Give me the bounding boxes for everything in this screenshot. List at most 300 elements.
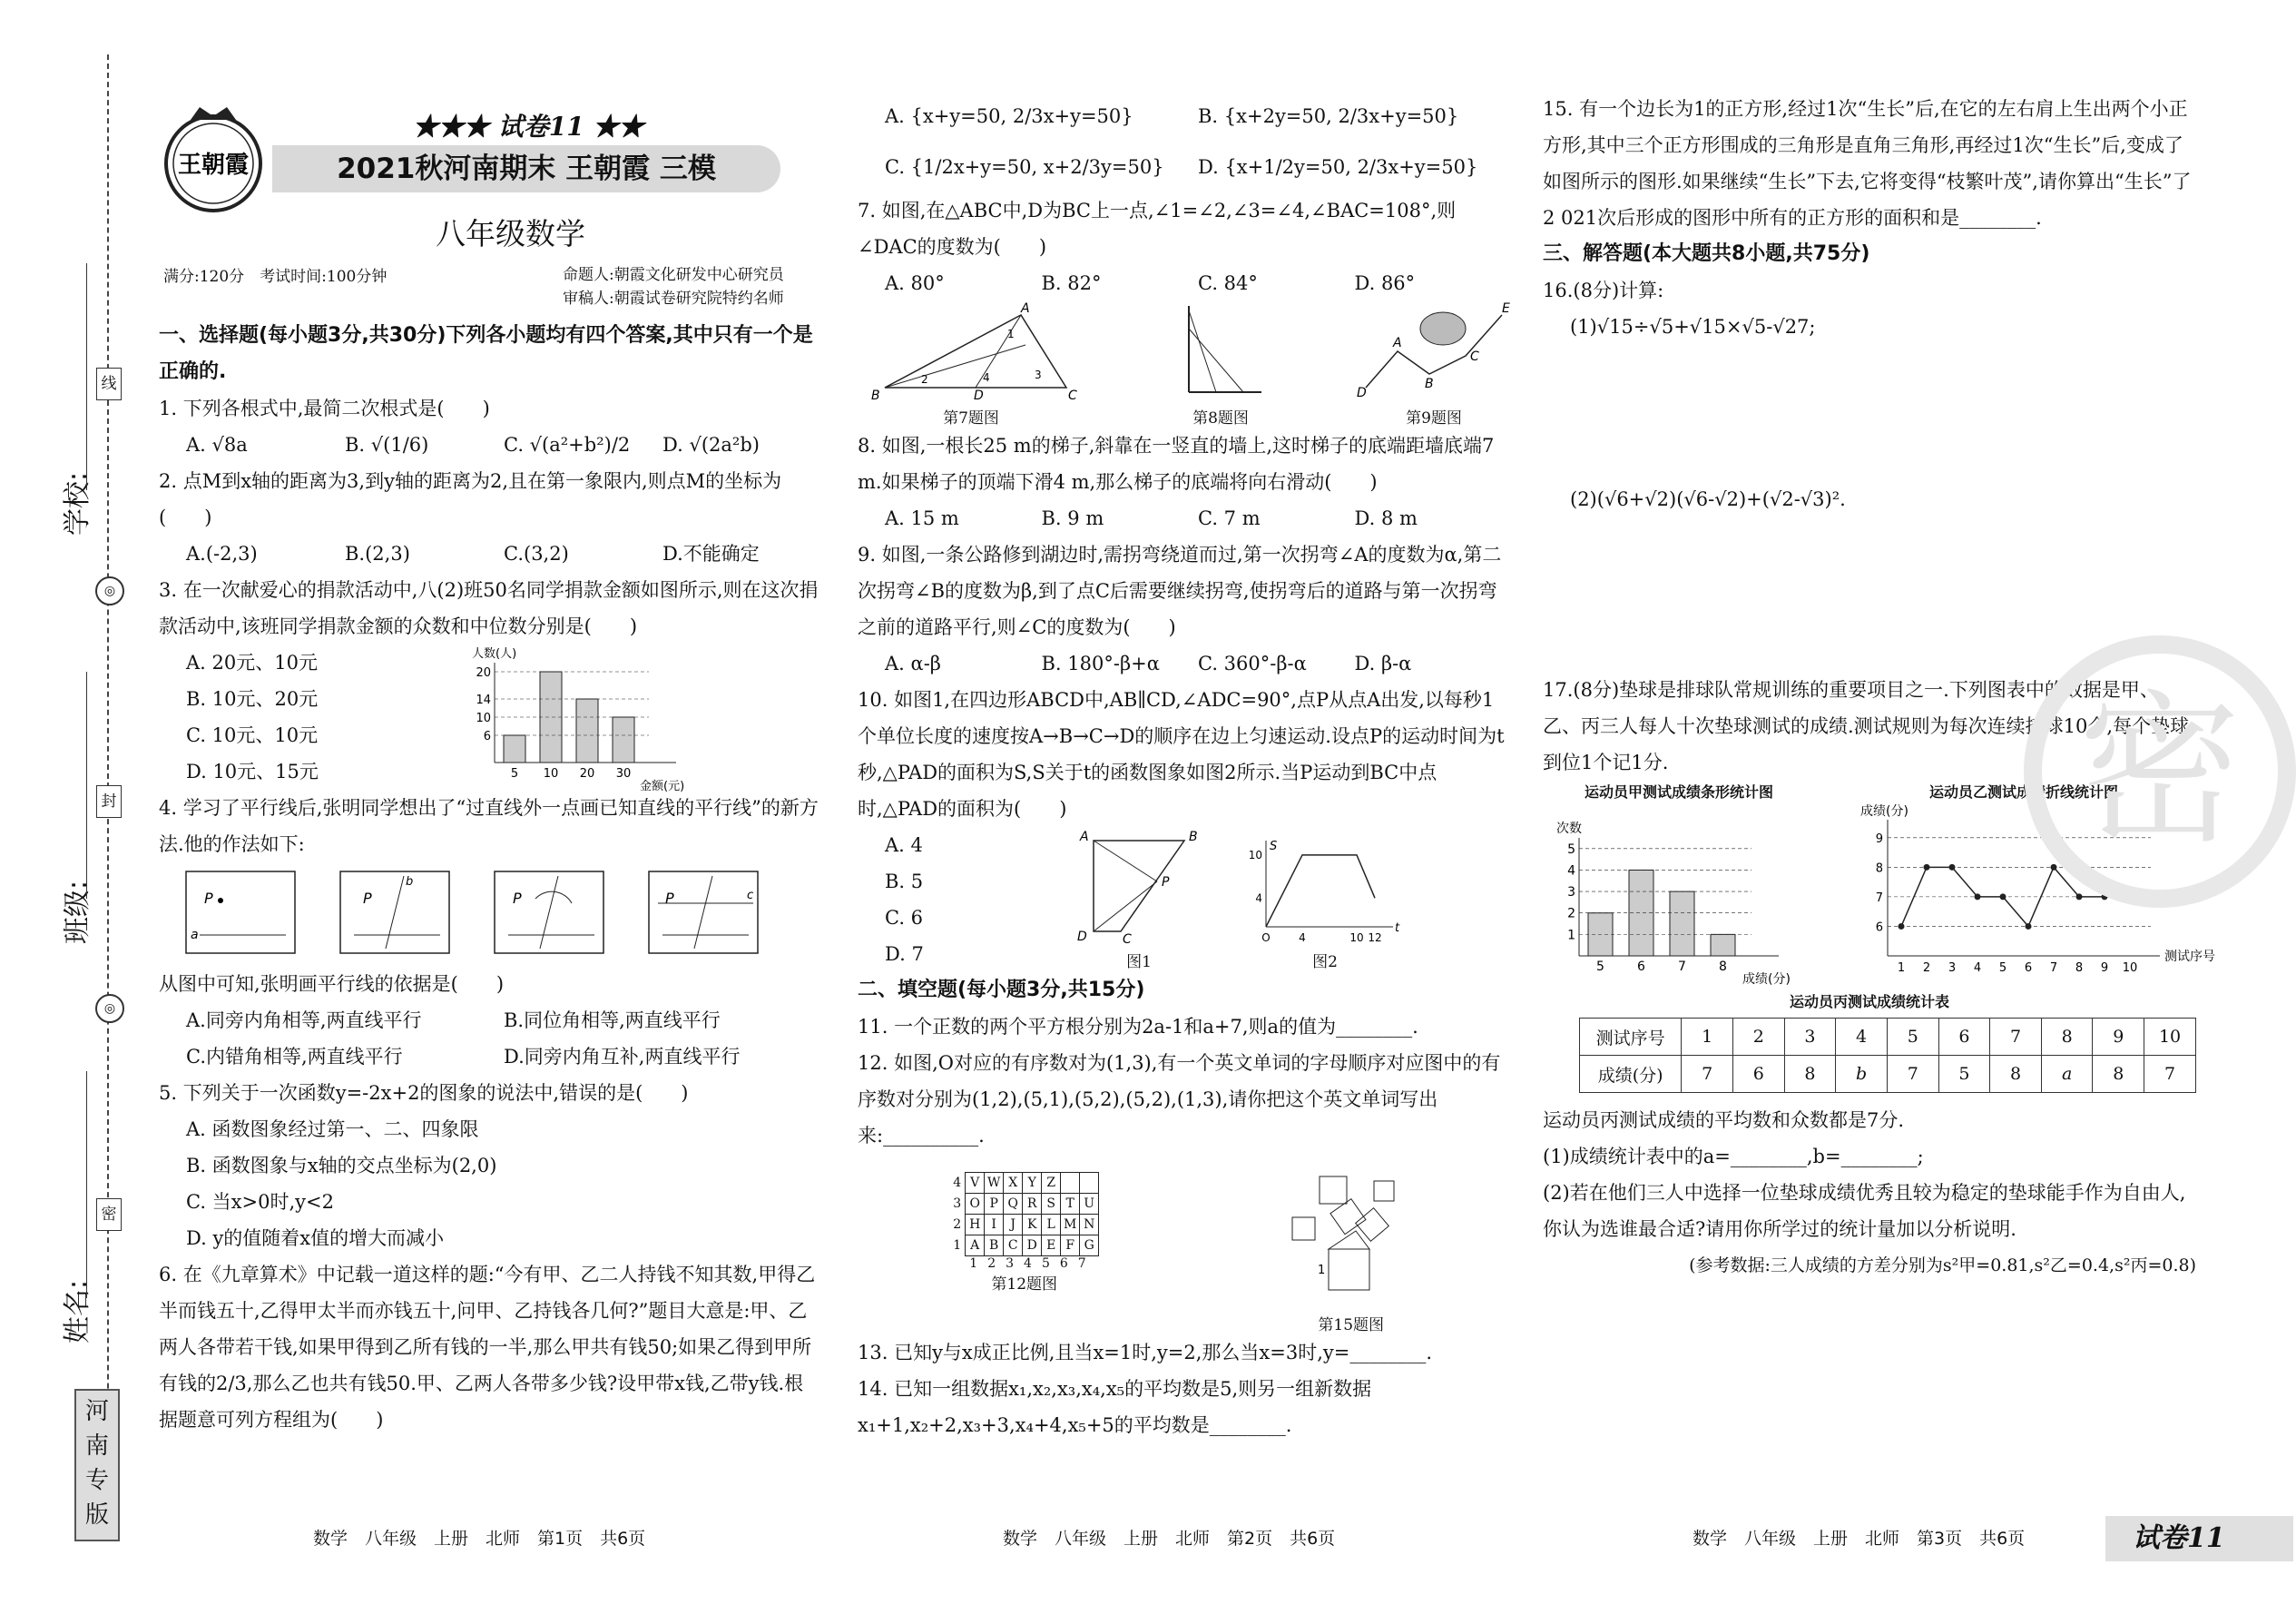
table-row	[1580, 1056, 2196, 1093]
q1-option-b[interactable]: B. √(1/6)	[345, 434, 429, 456]
q5-option-d[interactable]: D. y的值随着x值的增大而减小	[186, 1227, 445, 1249]
y-tick-label: 10	[476, 712, 491, 725]
grid-row-label: 4	[953, 1176, 962, 1190]
svg-text:P: P	[513, 890, 522, 907]
bar	[1711, 934, 1735, 956]
q3-body	[159, 645, 821, 793]
q1-stem: 1. 下列各根式中,最简二次根式是( )	[159, 398, 490, 419]
svg-text:P: P	[665, 890, 674, 907]
bar	[504, 735, 525, 763]
chart-a-wrap	[1543, 781, 1815, 987]
x-axis-label: 金额(元)	[640, 780, 685, 793]
x-tick-label: 10	[1349, 931, 1364, 944]
name-blank[interactable]	[86, 1071, 87, 1298]
q7-option-c[interactable]: C. 84°	[1198, 272, 1258, 294]
grid-row-label: 3	[953, 1196, 962, 1211]
table-head: 成绩(分)	[1580, 1056, 1682, 1093]
q4-option-d[interactable]: D.同旁内角互补,两直线平行	[504, 1046, 741, 1068]
table-cell: 4	[1836, 1019, 1888, 1056]
q3-stem: 3. 在一次献爱心的捐款活动中,八(2)班50名同学捐款金额如图所示,则在这次捐款活动中,该班同学捐款金额的众数和中位数分别是( )	[159, 579, 819, 637]
x-tick-label: 9	[2100, 961, 2109, 975]
q2-option-a[interactable]: A.(-2,3)	[186, 543, 258, 565]
svg-text:c: c	[747, 889, 754, 902]
y-tick-label: 6	[483, 730, 491, 743]
x-tick-label: 4	[1973, 961, 1982, 975]
svg-text:3: 3	[1035, 369, 1042, 381]
figure-7	[858, 301, 1084, 428]
q1-options	[159, 427, 821, 463]
grid-cell: Q	[1004, 1194, 1023, 1215]
y-tick-label: 3	[1567, 885, 1575, 901]
y-tick-label: 1	[1567, 928, 1575, 943]
grid-cell: L	[1042, 1215, 1061, 1235]
bar	[576, 699, 598, 763]
grid-col-label: 4	[1024, 1256, 1042, 1271]
x-tick-label: 3	[1948, 961, 1957, 975]
step-2-box	[340, 871, 449, 953]
y-axis-label: S	[1270, 840, 1278, 853]
exam-number-text: 试卷11	[497, 112, 584, 142]
grid-row-label: 1	[953, 1238, 962, 1253]
table-cell: 8	[2093, 1056, 2144, 1093]
x-tick-label: 8	[1719, 960, 1727, 974]
q3-option-c[interactable]: C. 10元、10元	[186, 724, 319, 746]
data-point	[1924, 864, 1930, 871]
badge-char: 南	[84, 1432, 109, 1460]
q2-option-c[interactable]: C.(3,2)	[504, 543, 569, 565]
q16-answer-space-1[interactable]	[1543, 345, 2196, 481]
y-tick-label: 9	[1875, 832, 1883, 846]
school-blank[interactable]	[86, 263, 87, 490]
step-4-box	[649, 871, 758, 953]
caption-7: 第7题图	[943, 409, 999, 428]
data-point	[2000, 893, 2007, 900]
q5-options	[159, 1111, 821, 1256]
quadrilateral-figure	[1066, 827, 1212, 945]
svg-text:D: D	[1357, 386, 1367, 400]
q4-options	[159, 1002, 821, 1075]
q5-option-b[interactable]: B. 函数图象与x轴的交点坐标为(2,0)	[186, 1155, 497, 1176]
x-tick-label: 5	[510, 767, 519, 781]
x-axis-label: t	[1395, 921, 1400, 935]
q3-options	[159, 645, 458, 790]
q17-part1: (1)成绩统计表中的a=________,b=________;	[1543, 1146, 1924, 1167]
q6-option-d[interactable]: D. {x+1/2y=50, 2/3x+y=50}	[1198, 156, 1478, 178]
q4-stem: 4. 学习了平行线后,张明同学想出了“过直线外一点画已知直线的平行线”的新方法.他的作法如下:	[159, 797, 819, 855]
y-tick-label: 5	[1567, 842, 1575, 857]
svg-text:E: E	[1502, 301, 1510, 316]
seal-icon: ◎	[95, 576, 124, 605]
svg-text:C: C	[1470, 349, 1479, 364]
x-tick-label: 12	[1368, 931, 1382, 944]
grid-cell: X	[1004, 1173, 1023, 1194]
y-axis-label: 人数(人)	[472, 647, 517, 661]
data-point	[1899, 923, 1905, 930]
svg-text:B: B	[871, 389, 880, 403]
binding-strip	[0, 0, 136, 1624]
q5-option-a[interactable]: A. 函数图象经过第一、二、四象限	[186, 1118, 479, 1140]
q3-option-d[interactable]: D. 10元、15元	[186, 761, 319, 782]
q5-stem: 5. 下列关于一次函数y=-2x+2的图象的说法中,错误的是( )	[159, 1082, 689, 1104]
table-cell: 5	[1938, 1056, 1990, 1093]
figure-15	[1283, 1172, 1419, 1334]
exam-banner: 2021秋河南期末 王朝霞 三模	[272, 145, 780, 192]
data-point	[2051, 864, 2057, 871]
table-head: 测试序号	[1580, 1019, 1682, 1056]
q16-stem: 16.(8分)计算:	[1543, 280, 1664, 301]
q10-option-b[interactable]: B. 5	[885, 871, 924, 892]
q1-option-d[interactable]: D. √(2a²b)	[662, 434, 760, 456]
grid-cell: C	[1004, 1235, 1023, 1256]
caption-12: 第12题图	[991, 1275, 1058, 1294]
svg-text:P: P	[204, 890, 213, 907]
q10-stem: 10. 如图1,在四边形ABCD中,AB∥CD,∠ADC=90°,点P从点A出发,以每秒1个单位长度的速度按A→B→C→D的顺序在边上匀速运动.设点P的运动时间为t秒,△PAD的面积为S,S关于t的函数图象如图2所示.当P运动到BC中点时,△PAD的面积为( )	[858, 689, 1505, 820]
q17-after: 运动员丙测试成绩的平均数和众数都是7分.	[1543, 1109, 1905, 1131]
pythagoras-tree	[1283, 1172, 1419, 1308]
figure-9	[1357, 301, 1511, 428]
q6-option-a[interactable]: A. {x+y=50, 2/3x+y=50}	[885, 105, 1133, 127]
table-cell: 6	[1733, 1056, 1785, 1093]
badge-char: 版	[84, 1501, 109, 1529]
grid-row	[949, 1235, 1098, 1256]
mark-secret: 密	[96, 1198, 122, 1231]
grid-cell: K	[1023, 1215, 1042, 1235]
grid-col-label: 7	[1077, 1256, 1096, 1271]
bar	[613, 717, 634, 763]
table-cell: 5	[1887, 1019, 1938, 1056]
q6-options	[858, 91, 1511, 192]
grid-row	[949, 1173, 1098, 1194]
score-time	[163, 263, 387, 286]
grid-cell: H	[966, 1215, 985, 1235]
table-cell: 3	[1784, 1019, 1836, 1056]
table-cell: 8	[2041, 1019, 2093, 1056]
svg-text:2: 2	[921, 373, 928, 386]
ladder-figure	[1171, 301, 1271, 401]
mark-seal: 封	[96, 785, 122, 818]
q2-option-b[interactable]: B.(2,3)	[345, 543, 410, 565]
x-axis-label: 成绩(分)	[1742, 972, 1791, 987]
svg-text:a: a	[191, 928, 199, 942]
grid-row-label: 2	[953, 1217, 962, 1232]
school-label: 学校:	[62, 471, 93, 536]
y-tick-label: 10	[1248, 848, 1262, 861]
q16-part2: (2)(√6+√2)(√6-√2)+(√2-√3)².	[1570, 488, 1846, 510]
logo-text: 王朝霞	[177, 152, 250, 179]
figure-10-2	[1239, 827, 1411, 972]
footer-page-1: 数学 八年级 上册 北师 第1页 共6页	[313, 1529, 646, 1549]
section-fill: 二、填空题(每小题3分,共15分)	[858, 979, 1145, 1001]
q7-stem: 7. 如图,在△ABC中,D为BC上一点,∠1=∠2,∠3=∠4,∠BAC=108°,则∠DAC的度数为( )	[858, 200, 1457, 258]
q16-answer-space-2[interactable]	[1543, 517, 2196, 672]
chart-a-title: 运动员甲测试成绩条形统计图	[1584, 783, 1773, 801]
step-1-box	[186, 871, 295, 953]
svg-text:C: C	[1068, 389, 1077, 403]
q1-option-c[interactable]: C. √(a²+b²)/2	[504, 434, 631, 456]
henan-edition-badge	[74, 1389, 120, 1541]
badge-char: 专	[84, 1467, 109, 1494]
grid-cell: S	[1042, 1194, 1061, 1215]
q4-option-b[interactable]: B.同位角相等,两直线平行	[504, 1009, 721, 1031]
grid-cell: D	[1023, 1235, 1042, 1256]
grid-cell: A	[966, 1235, 985, 1256]
y-tick-label: 6	[1875, 920, 1883, 935]
q10-option-c[interactable]: C. 6	[885, 907, 924, 929]
q15: 15. 有一个边长为1的正方形,经过1次“生长”后,在它的左右肩上生出两个小正方形,其中三个正方形围成的三角形是直角三角形,再经过1次“生长”后,变成了如图所示的图形.如果继续“生长”下去,它将变得“枝繁叶茂”,请你算出“生长”了2 021次后形成的图形中所有的正方形的面积和是________.	[1543, 98, 2192, 229]
x-tick-label: 1	[1897, 961, 1906, 975]
x-tick-label: 5	[1596, 960, 1604, 974]
svg-text:C: C	[1123, 932, 1132, 947]
section-solve: 三、解答题(本大题共8小题,共75分)	[1543, 242, 1870, 265]
x-tick-label: 30	[615, 767, 632, 781]
q5-option-c[interactable]: C. 当x>0时,y<2	[186, 1191, 334, 1213]
data-point	[1949, 864, 1956, 871]
grid-col-labels	[949, 1256, 1099, 1271]
q17-part2: (2)若在他们三人中选择一位垫球成绩优秀且较为稳定的垫球能手作为自由人,你认为选谁最合适?请用你所学过的统计量加以分析说明.	[1543, 1182, 2186, 1240]
table-cell: 9	[2093, 1019, 2144, 1056]
author: 命题人:朝霞文化研发中心研究员	[563, 266, 784, 284]
grid-row	[949, 1215, 1098, 1235]
table-cell: 8	[1784, 1056, 1836, 1093]
q7-options	[858, 265, 1511, 301]
grid-cell: G	[1080, 1235, 1099, 1256]
class-blank[interactable]	[86, 672, 87, 899]
table-cell: 8	[1990, 1056, 2042, 1093]
road-lake-figure	[1357, 301, 1511, 401]
y-tick-label: 14	[476, 694, 491, 707]
q7-option-d[interactable]: D. 86°	[1354, 272, 1416, 294]
q8-stem: 8. 如图,一根长25 m的梯子,斜靠在一竖直的墙上,这时梯子的底端距墙底端7 m.如果梯子的顶端下滑4 m,那么梯子的底端将向右滑动( )	[858, 435, 1495, 493]
grid-col-label: 2	[987, 1256, 1006, 1271]
grid-col-label: 3	[1006, 1256, 1025, 1271]
footer-page-2: 数学 八年级 上册 北师 第2页 共6页	[1003, 1529, 1336, 1549]
grid-col-label: 6	[1059, 1256, 1078, 1271]
table-row	[1580, 1019, 2196, 1056]
table-title: 运动员丙测试成绩统计表	[1789, 993, 1949, 1010]
y-axis-label: 成绩(分)	[1860, 804, 1908, 819]
svg-text:P: P	[1162, 875, 1170, 890]
table-cell: 2	[1733, 1019, 1785, 1056]
x-tick-label: 20	[579, 767, 595, 781]
svg-text:1: 1	[1317, 1264, 1325, 1277]
logo-icon	[154, 100, 272, 218]
lake-shape	[1420, 312, 1466, 345]
x-tick-label: 8	[2075, 961, 2084, 975]
y-tick-label: 4	[1255, 891, 1262, 905]
q2-options	[159, 536, 821, 572]
grid-cell: R	[1023, 1194, 1042, 1215]
exam-tag: 试卷11	[2105, 1516, 2293, 1561]
table-cell: 7	[1887, 1056, 1938, 1093]
column-1	[159, 318, 821, 1438]
x-tick-label: 2	[1922, 961, 1931, 975]
table-cell: a	[2041, 1056, 2093, 1093]
grid-cell: T	[1061, 1194, 1080, 1215]
grid-cell: P	[985, 1194, 1004, 1215]
y-tick-label: 4	[1567, 863, 1575, 879]
mark-line: 线	[96, 368, 122, 400]
x-tick-label: 10	[543, 767, 559, 781]
crown-icon	[191, 107, 236, 120]
full-score: 满分:120分	[163, 268, 245, 286]
q1-option-a[interactable]: A. √8a	[186, 434, 248, 456]
q8-option-b[interactable]: B. 9 m	[1041, 507, 1104, 529]
q10-option-a[interactable]: A. 4	[885, 834, 923, 856]
q9-option-b[interactable]: B. 180°-β+α	[1041, 653, 1160, 674]
figures-12-15	[858, 1154, 1511, 1334]
caption-fig1: 图1	[1126, 953, 1152, 971]
table-cell: b	[1836, 1056, 1888, 1093]
svg-text:b: b	[406, 875, 414, 889]
x-tick-label: 5	[1998, 961, 2007, 975]
svg-text:D: D	[1077, 930, 1087, 944]
x-tick-label: 4	[1299, 931, 1306, 944]
step-3-box	[495, 871, 603, 953]
seal-line	[107, 54, 109, 1507]
exam-time: 考试时间:100分钟	[260, 268, 388, 286]
svg-text:4: 4	[983, 371, 990, 384]
figure-10-1	[1066, 827, 1212, 972]
footer-page-3: 数学 八年级 上册 北师 第3页 共6页	[1693, 1529, 2026, 1549]
grid-cell: V	[966, 1173, 985, 1194]
q4-after: 从图中可知,张明画平行线的依据是( )	[159, 973, 505, 995]
y-tick-label: 7	[1875, 891, 1883, 905]
q10-option-d[interactable]: D. 7	[885, 943, 924, 965]
q8-options	[858, 500, 1511, 536]
svg-text:P: P	[363, 890, 372, 907]
grid-cell: O	[966, 1194, 985, 1215]
q10-body	[858, 827, 1511, 972]
q8-option-a[interactable]: A. 15 m	[885, 507, 959, 529]
q12: 12. 如图,O对应的有序数对为(1,3),有一个英文单词的字母顺序对应图中的有序数对分别为(1,2),(5,1),(5,2),(5,2),(1,3),请你把这个英文单词写出来:__________.	[858, 1052, 1501, 1147]
x-tick-label: 10	[2122, 961, 2138, 975]
x-axis-label: 测试序号	[2164, 950, 2215, 964]
grid-cell: M	[1061, 1215, 1080, 1235]
grid-cell: E	[1042, 1235, 1061, 1256]
svg-text:A: A	[1080, 830, 1089, 844]
q6-option-c[interactable]: C. {1/2x+y=50, x+2/3y=50}	[885, 156, 1164, 178]
q9-option-a[interactable]: A. α-β	[885, 653, 941, 674]
x-tick-label: 7	[1678, 960, 1686, 974]
q6-stem: 6. 在《九章算术》中记载一道这样的题:“今有甲、乙二人持钱不知其数,甲得乙半而钱五十,乙得甲太半而亦钱五十,问甲、乙持钱各几何?”题目大意是:甲、乙两人各带若干钱,如果甲得到乙所有钱的一半,那么甲共有钱50;如果乙得到甲所有钱的2/3,那么乙也共有钱50.甲、乙两人各带多少钱?设甲带x钱,乙带y钱.根据题意可列方程组为( )	[159, 1264, 816, 1431]
q7-option-b[interactable]: B. 82°	[1041, 272, 1102, 294]
figures-7-9	[858, 301, 1511, 428]
grid-cell	[1061, 1173, 1080, 1194]
svg-text:B: B	[1189, 830, 1198, 844]
grid-cell: U	[1080, 1194, 1099, 1215]
grid-cell: I	[985, 1215, 1004, 1235]
data-point	[2026, 923, 2032, 930]
athlete-a-bar-chart	[1543, 802, 1815, 987]
table-cell: 6	[1938, 1019, 1990, 1056]
series-line	[1266, 855, 1375, 927]
data-point	[2076, 893, 2083, 900]
class-label: 班级:	[62, 880, 93, 944]
table-cell: 7	[2144, 1056, 2196, 1093]
athlete-c-table	[1579, 1018, 2196, 1093]
grid-col-label: 5	[1041, 1256, 1060, 1271]
grid-cell: Y	[1023, 1173, 1042, 1194]
q9-stem: 9. 如图,一条公路修到湖边时,需拐弯绕道而过,第一次拐弯∠A的度数为α,第二次拐弯∠B的度数为β,到了点C后需要继续拐弯,使拐弯后的道路与第一次拐弯之前的道路平行,则∠C的度数为( )	[858, 544, 1502, 638]
y-tick-label: 8	[1875, 861, 1883, 876]
q2-option-d[interactable]: D.不能确定	[662, 543, 760, 565]
x-tick-label: O	[1261, 931, 1271, 944]
caption-fig2: 图2	[1312, 953, 1338, 971]
chart-b-title: 运动员乙测试成绩折线统计图	[1928, 783, 2118, 801]
subject-title: 八年级数学	[436, 216, 585, 251]
x-tick-label: 6	[2024, 961, 2033, 975]
q16-part1: (1)√15÷√5+√15×√5-√27;	[1570, 316, 1816, 338]
grid-col-label: 1	[969, 1256, 988, 1271]
q9-options	[858, 645, 1511, 682]
q14: 14. 已知一组数据x₁,x₂,x₃,x₄,x₅的平均数是5,则另一组新数据x₁+1,x₂+2,x₃+3,x₄+4,x₅+5的平均数是________.	[858, 1378, 1372, 1436]
q4-option-a[interactable]: A.同旁内角相等,两直线平行	[186, 1009, 422, 1031]
triangle-figure	[858, 301, 1084, 401]
grid-cell: B	[985, 1235, 1004, 1256]
data-point	[1975, 893, 1981, 900]
exam-number: ★★★ 试卷11 ★★	[413, 112, 644, 142]
svg-text:1: 1	[1007, 328, 1015, 340]
q3-option-b[interactable]: B. 10元、20元	[186, 688, 319, 710]
y-tick-label: 20	[476, 666, 491, 680]
q2-stem: 2. 点M到x轴的距离为3,到y轴的距离为2,且在第一象限内,则点M的坐标为( )	[159, 470, 782, 528]
svg-text:A: A	[1393, 336, 1402, 350]
donation-bar-chart	[458, 645, 731, 793]
reviewer: 审稿人:朝霞试卷研究院特约名师	[563, 290, 784, 308]
q17-reference: (参考数据:三人成绩的方差分别为s²甲=0.81,s²乙=0.4,s²丙=0.8)	[1689, 1255, 2196, 1275]
grid-cell: F	[1061, 1235, 1080, 1256]
q13: 13. 已知y与x成正比例,且当x=1时,y=2,那么当x=3时,y=________.	[858, 1342, 1433, 1363]
caption-9: 第9题图	[1406, 409, 1462, 428]
grid-cell	[1080, 1173, 1099, 1194]
grid-row	[949, 1194, 1098, 1215]
watermark-seal-icon: 密	[2024, 635, 2296, 908]
q3-option-a[interactable]: A. 20元、10元	[186, 652, 318, 674]
q8-option-d[interactable]: D. 8 m	[1354, 507, 1418, 529]
bar	[1670, 891, 1694, 956]
table-cell: 1	[1682, 1019, 1733, 1056]
column-2	[858, 91, 1511, 1443]
q9-option-c[interactable]: C. 360°-β-α	[1198, 653, 1307, 674]
parallel-steps-figure	[159, 862, 794, 962]
svg-text:D: D	[974, 389, 984, 403]
grid-cell: J	[1004, 1215, 1023, 1235]
q17-stem: 17.(8分)垫球是排球队常规训练的重要项目之一.下列图表中的数据是甲、乙、丙三人每人十次垫球测试的成绩.测试规则为每次连续接球10个,每个垫球到位1个记1分.	[1543, 679, 2190, 773]
grid-cell: N	[1080, 1215, 1099, 1235]
letter-grid	[949, 1172, 1099, 1256]
y-tick-label: 2	[1567, 906, 1575, 921]
name-label: 姓名:	[62, 1279, 93, 1343]
grid-cell: W	[985, 1173, 1004, 1194]
table-cell: 10	[2144, 1019, 2196, 1056]
q8-option-c[interactable]: C. 7 m	[1198, 507, 1261, 529]
table-cell: 7	[1990, 1019, 2042, 1056]
q10-options	[858, 827, 1066, 972]
q4-option-c[interactable]: C.内错角相等,两直线平行	[186, 1046, 403, 1068]
q9-option-d[interactable]: D. β-α	[1354, 653, 1412, 674]
x-tick-label: 6	[1637, 960, 1645, 974]
svg-text:B: B	[1425, 377, 1434, 391]
q11: 11. 一个正数的两个平方根分别为2a-1和a+7,则a的值为________.	[858, 1016, 1418, 1038]
seal-icon: ◎	[95, 994, 124, 1023]
caption-15: 第15题图	[1318, 1316, 1385, 1334]
q7-option-a[interactable]: A. 80°	[885, 272, 945, 294]
table-cell: 7	[1682, 1056, 1733, 1093]
q6-option-b[interactable]: B. {x+2y=50, 2/3x+y=50}	[1198, 105, 1459, 127]
caption-8: 第8题图	[1192, 409, 1249, 428]
y-axis-label: 次数	[1556, 822, 1582, 836]
grid-cell: Z	[1042, 1173, 1061, 1194]
